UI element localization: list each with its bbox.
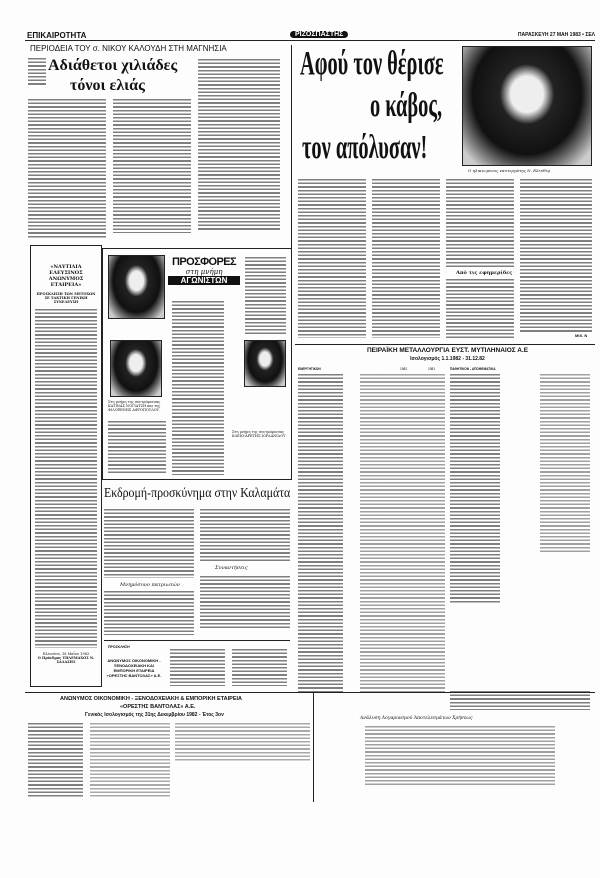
offers-header [168, 256, 240, 285]
body-text [298, 178, 366, 338]
assets-head: ΕΝΕΡΓΗΤΙΚΟΝ [298, 367, 321, 371]
notice-sign: Ο Πρόεδρος ΤΗΛΕΜΑΧΟΣ Ν. ΣΑΛΑΣΗΣ [37, 656, 95, 664]
body-text [113, 98, 191, 233]
balance-date: Γενικός Ισολογισμός της 31ης Δεκεμβρίου 1982 - Έτος 3ον [85, 712, 224, 718]
table-values [175, 722, 310, 762]
headline-olives-1: Αδιάθετοι χιλιάδες [48, 57, 178, 74]
body-text [232, 648, 287, 686]
headline-main-1: Αφού τον θέρισε [300, 45, 444, 82]
portrait-photo [108, 255, 165, 319]
notice-footer: Ελευσίνα, 18 Μαΐου 1983 [42, 652, 90, 656]
body-text [104, 590, 194, 635]
table-values [540, 373, 590, 553]
masthead-rule [25, 40, 595, 41]
company-notice: ΑΝΩΝΥΜΟΣ ΟΙΚΟΝΟΜΙΚΗ - ΞΕΝΟΔΟΧΕΙΑΚΗ ΚΑΙ ΕΜΠΟΡΙΚΗ ΕΤΑΙΡΕΙΑ «ΟΡΕΣΤΗΣ ΒΑΝΤΟΛΑΣ» Α.Ε. [106, 658, 162, 678]
balance-subtitle: Ισολογισμός 1.1.1982 - 31.12.82 [410, 356, 485, 362]
table-values [365, 725, 555, 785]
table-values [450, 690, 590, 710]
analysis-title: Ανάλυση Λογαριασμού Αποτελεσμάτων Χρήσεως [360, 716, 473, 721]
subhead-memorial: Μνημόσυνο πατριωτών [120, 582, 180, 588]
notice-body [35, 308, 97, 648]
excursion-headline: Εκδρομή-προσκύνημα στην Καλαμάτα [104, 486, 291, 501]
rule [104, 640, 290, 641]
signature: ΜΙΧ. Ν [575, 333, 588, 338]
body-text [170, 648, 225, 686]
body-text [446, 178, 514, 268]
body-text [104, 508, 194, 578]
shipping-notice-box [30, 245, 102, 687]
body-text [198, 58, 280, 232]
invitation-head: ΠΡΟΣΚΛΗΣΗ [108, 645, 130, 649]
rule [25, 692, 595, 693]
body-text [108, 420, 166, 475]
headline-main-2: ο κάβος, [370, 87, 443, 124]
headline-main-3: τον απόλυσαν! [302, 129, 428, 166]
table-labels [28, 722, 83, 797]
photo-caption: Ο ηλικιωμένος ναυτεργάτης Ν. Ελευθερ [468, 168, 551, 173]
subhead-meetings: Συναντήσεις [215, 565, 248, 571]
date-line: ΠΑΡΑΣΚΕΥΗ 27 ΜΑΗ 1983 • ΣΕΛ [517, 32, 595, 38]
balance-title: ΠΕΙΡΑΪΚΗ ΜΕΤΑΛΛΟΥΡΓΙΑ ΕΥΣΤ. ΜΥΤΙΛΗΝΑΙΟΣ Α.Ε [366, 347, 529, 354]
body-text [28, 57, 46, 87]
section-label: ΕΠΙΚΑΙΡΟΤΗΤΑ [27, 31, 87, 40]
table-values [90, 722, 170, 797]
caption-2: Στη μνήμη της συντρόφισσας ΚΛΕΙΩ-ΑΡΕΤΗΣ ΙΟΡΔΑΝΙΔΟΥ [232, 430, 286, 438]
paper-name: ΡΙΖΟΣΠΑΣΤΗΣ [290, 31, 348, 38]
body-text [372, 178, 440, 338]
body-text [200, 508, 290, 563]
offers-title: ΠΡΟΣΦΟΡΕΣ [172, 256, 236, 268]
rule [295, 344, 595, 345]
kicker: ΠΕΡΙΟΔΕΙΑ ΤΟΥ σ. ΝΙΚΟΥ ΚΑΛΟΥΔΗ ΣΤΗ ΜΑΓΝΗΣΙΑ [30, 44, 227, 53]
col-1981: 1981 [428, 367, 436, 371]
col-1982: 1982 [400, 367, 408, 371]
table-values [360, 373, 445, 693]
portrait-photo [244, 340, 286, 387]
notice-title: «ΝΑΥΤΙΛΙΑ ΕΛΕΥΣΙΝΟΣ ΑΝΩΝΥΜΟΣ ΕΤΑΙΡΕΙΑ» [48, 264, 84, 288]
caption-1: Στη μνήμη της συντρόφισσας ΚΑΤΙΝΑΣ ΝΟΓΙΑΤΖΗ και της ΦΙΛΟΞΕΝΗΣ ΑΦΤΟΠΟΥΛΟΥ [108, 400, 161, 412]
offers-title-3: ΑΓΩΝΙΣΤΩΝ [168, 276, 240, 285]
company-title: ΑΝΩΝΥΜΟΣ ΟΙΚΟΝΟΜΙΚΗ - ΞΕΝΟΔΟΧΕΙΑΚΗ & ΕΜΠΟΡΙΚΗ ΕΤΑΙΡΕΙΑ [60, 696, 243, 702]
body-text [172, 300, 224, 475]
body-text [520, 178, 592, 333]
headline-olives-2: τόνοι ελιάς [70, 77, 145, 94]
sailor-photo [462, 46, 592, 166]
offers-title-2: στη μνήμη [185, 268, 223, 276]
table-labels [298, 373, 343, 693]
subhead: Από τις εφημερίδες [456, 270, 513, 276]
table-labels [450, 373, 500, 603]
company-name: «ΟΡΕΣΤΗΣ ΒΑΝΤΟΛΑΣ» Α.Ε. [120, 704, 196, 710]
notice-subtitle: ΠΡΟΣΚΛΗΣΗ ΤΩΝ ΜΕΤΟΧΩΝ ΣΕ ΤΑΚΤΙΚΗ ΓΕΝΙΚΗ ΣΥΝΕΛΕΥΣΗ [36, 292, 96, 304]
liabilities-head: ΠΑΘΗΤΙΚΟΝ - ΑΠΟΘΕΜΑΤΙΚΑ [450, 367, 496, 371]
rule [313, 692, 314, 802]
body-text [200, 575, 290, 630]
portrait-photo [110, 340, 162, 397]
body-text [28, 98, 106, 238]
body-text [245, 256, 286, 336]
body-text [446, 278, 514, 338]
